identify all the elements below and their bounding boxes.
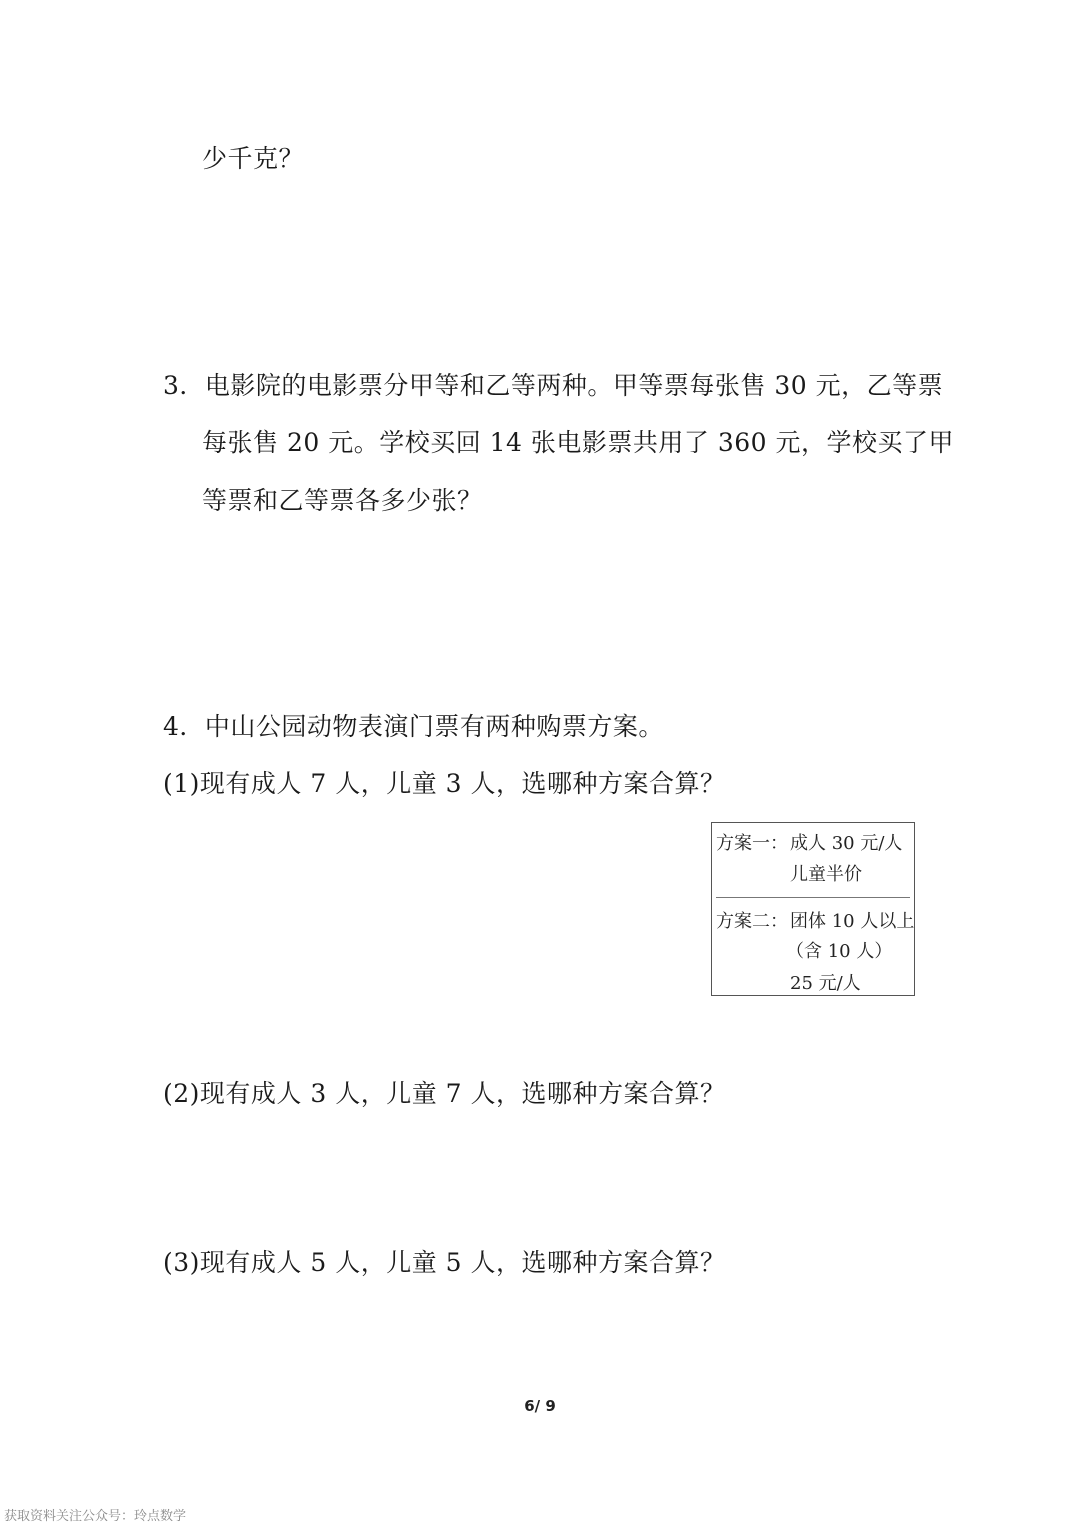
plan-box-divider	[716, 897, 910, 898]
continuation-text: 少千克？	[202, 144, 305, 173]
plan-2-line-1: 团体 10 人以上	[790, 911, 915, 932]
question-3-line-3: 等票和乙等票各多少张？	[202, 486, 483, 515]
question-4-sub-2: (2)现有成人 3 人，儿童 7 人，选哪种方案合算？	[163, 1079, 726, 1108]
plan-2-line-2: （含 10 人）	[786, 941, 893, 962]
question-3-line-1: 3．电影院的电影票分甲等和乙等两种。甲等票每张售 30 元，乙等票	[163, 371, 944, 400]
footer-note: 获取资料关注公众号：玲点数学	[4, 1509, 187, 1524]
plan-1-line-1: 成人 30 元/人	[790, 833, 903, 854]
page-number: 6/ 9	[524, 1397, 556, 1415]
question-4-sub-3: (3)现有成人 5 人，儿童 5 人，选哪种方案合算？	[163, 1248, 726, 1277]
plan-1-label: 方案一：	[716, 833, 788, 854]
question-3-line-2: 每张售 20 元。学校买回 14 张电影票共用了 360 元，学校买了甲	[202, 428, 955, 457]
plan-2-line-3: 25 元/人	[790, 973, 861, 994]
ticket-plan-box	[711, 822, 915, 996]
plan-2-label: 方案二：	[716, 911, 788, 932]
question-4-intro: 4．中山公园动物表演门票有两种购票方案。	[163, 712, 664, 741]
plan-1-line-2: 儿童半价	[790, 864, 862, 885]
question-4-sub-1: (1)现有成人 7 人，儿童 3 人，选哪种方案合算？	[163, 769, 726, 798]
